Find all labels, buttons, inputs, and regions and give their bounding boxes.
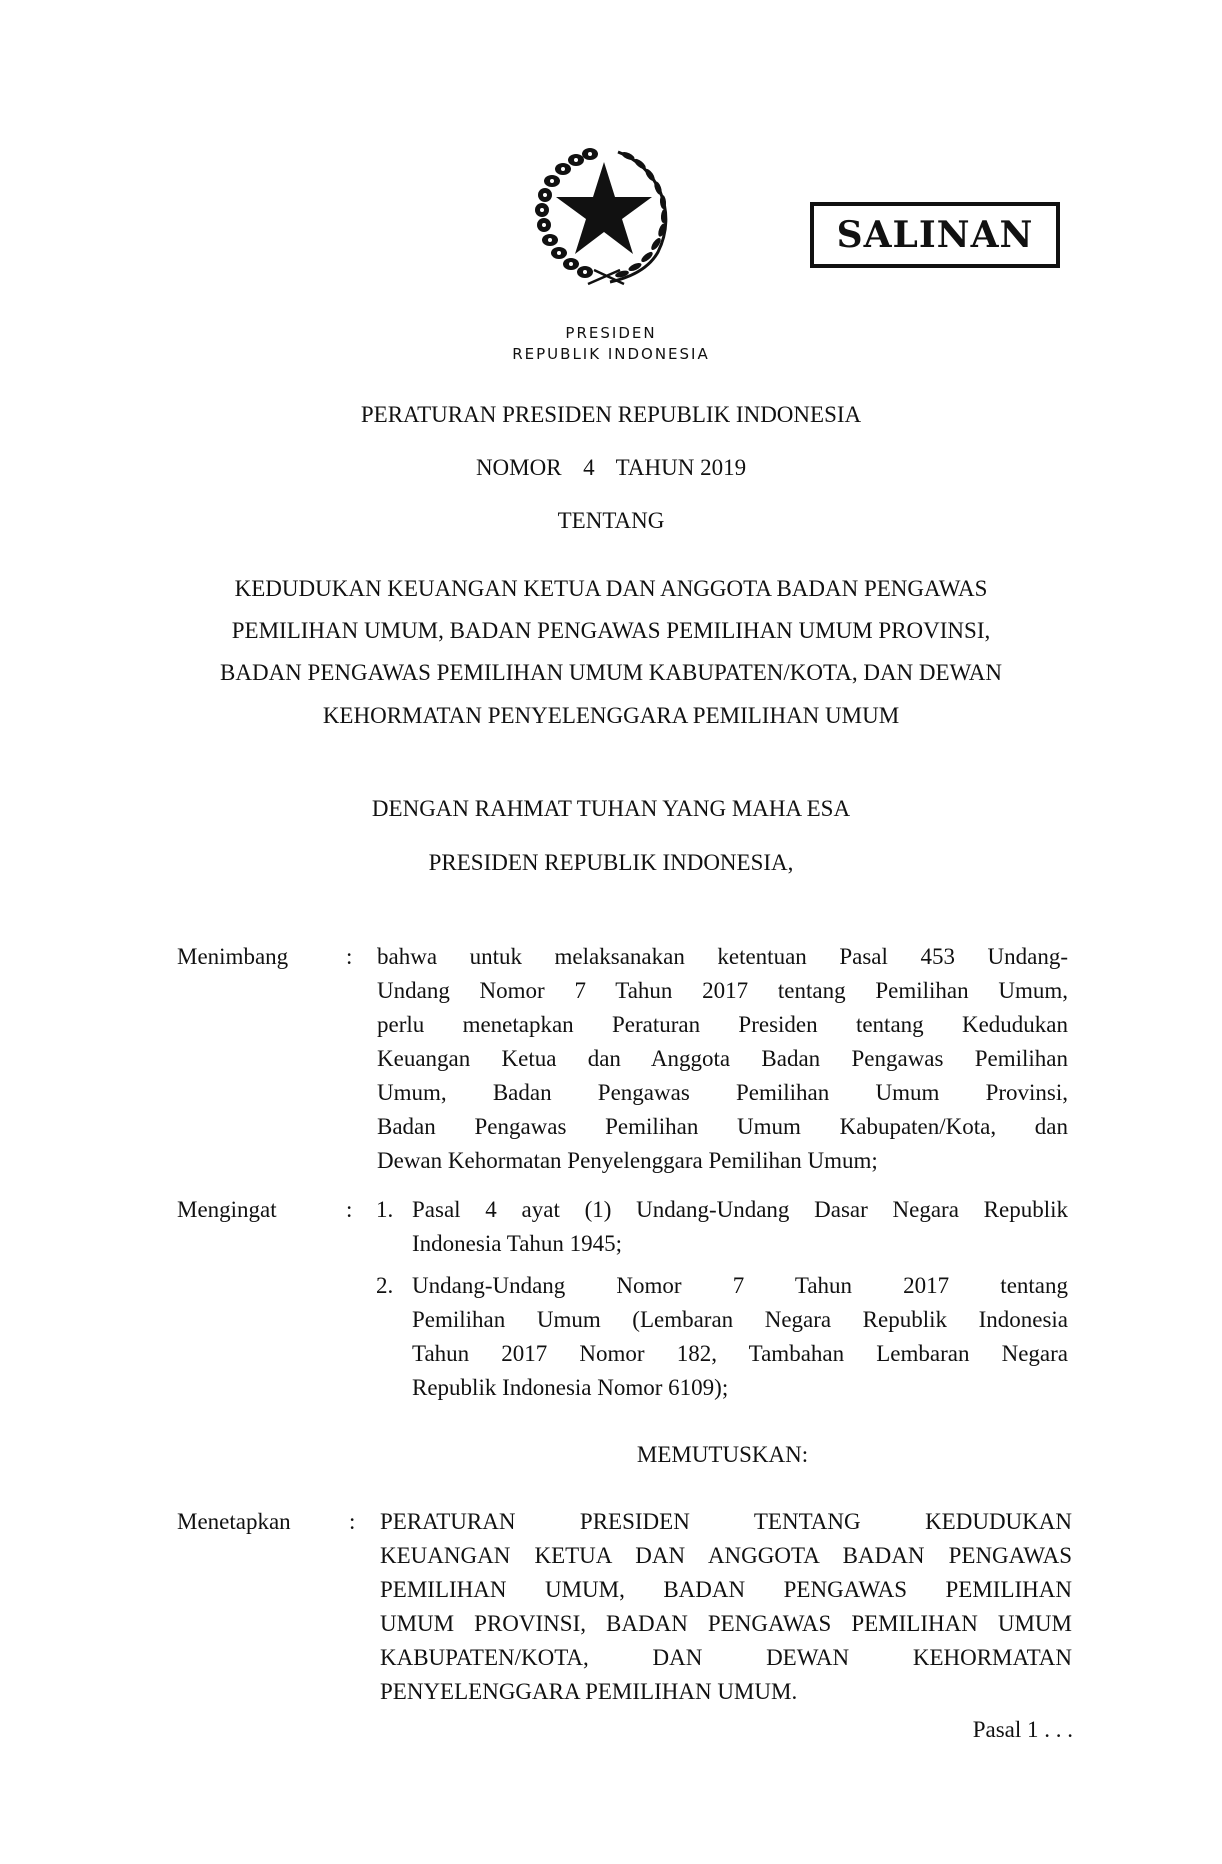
mengingat-item-line: Undang-Undang Nomor 7 Tahun 2017 tentang [412,1273,1068,1298]
institution-line-1: PRESIDEN [565,324,657,342]
menimbang-colon: : [346,944,353,969]
menetapkan-line: PERATURAN PRESIDEN TENTANG KEDUDUKAN [380,1509,1072,1534]
mengingat-item-line: Indonesia Tahun 1945; [412,1231,623,1256]
menimbang-line: Umum, Badan Pengawas Pemilihan Umum Provinsi, [377,1080,1068,1105]
list-number: 2. [376,1273,394,1298]
menimbang-line: Keuangan Ketua dan Anggota Badan Pengawas Pemilihan [377,1046,1068,1071]
about-heading: TENTANG [557,508,665,533]
mengingat-label: Mengingat [177,1197,277,1222]
menimbang-line: bahwa untuk melaksanakan ketentuan Pasal 453 Undang- [377,944,1068,969]
copy-stamp: SALINAN [810,202,1060,268]
invocation: DENGAN RAHMAT TUHAN YANG MAHA ESA [371,796,851,821]
decision-heading: MEMUTUSKAN: [636,1442,809,1467]
menimbang-label: Menimbang [177,944,289,969]
page-continuation: Pasal 1 . . . [972,1717,1073,1742]
subject-line: BADAN PENGAWAS PEMILIHAN UMUM KABUPATEN/KOTA, DAN DEWAN [220,660,1002,685]
mengingat-colon: : [346,1197,353,1222]
mengingat-item-line: Pemilihan Umum (Lembaran Negara Republik Indonesia [412,1307,1068,1332]
menimbang-line: Badan Pengawas Pemilihan Umum Kabupaten/Kota, dan [377,1114,1068,1139]
authority: PRESIDEN REPUBLIK INDONESIA, [428,850,794,875]
mengingat-item-line: Republik Indonesia Nomor 6109); [412,1375,729,1400]
mengingat-item-line: Pasal 4 ayat (1) Undang-Undang Dasar Negara Republik [412,1197,1068,1222]
institution-line-2: REPUBLIK INDONESIA [512,345,710,363]
menimbang-line: perlu menetapkan Peraturan Presiden tentang Kedudukan [377,1012,1068,1037]
subject-line: PEMILIHAN UMUM, BADAN PENGAWAS PEMILIHAN UMUM PROVINSI, [231,618,991,643]
document-title: PERATURAN PRESIDEN REPUBLIK INDONESIA [360,402,862,427]
mengingat-item-line: Tahun 2017 Nomor 182, Tambahan Lembaran Negara [412,1341,1068,1366]
menetapkan-line: PENYELENGGARA PEMILIHAN UMUM. [380,1679,798,1704]
number-value: 4 [583,455,595,480]
menetapkan-line: KEUANGAN KETUA DAN ANGGOTA BADAN PENGAWAS [380,1543,1072,1568]
year-label: TAHUN [615,455,695,480]
document-number [0,454,1222,482]
menetapkan-line: PEMILIHAN UMUM, BADAN PENGAWAS PEMILIHAN [380,1577,1072,1602]
list-number: 1. [376,1197,394,1222]
number-label: NOMOR [475,455,562,480]
subject-line: KEDUDUKAN KEUANGAN KETUA DAN ANGGOTA BADAN PENGAWAS [234,576,988,601]
menimbang-line: Dewan Kehormatan Penyelenggara Pemilihan Umum; [377,1148,878,1173]
menetapkan-line: UMUM PROVINSI, BADAN PENGAWAS PEMILIHAN UMUM [380,1611,1072,1636]
subject-line: KEHORMATAN PENYELENGGARA PEMILIHAN UMUM [322,703,900,728]
year-value: 2019 [700,455,747,480]
menetapkan-label: Menetapkan [177,1509,291,1534]
menetapkan-line: KABUPATEN/KOTA, DAN DEWAN KEHORMATAN [380,1645,1072,1670]
menetapkan-colon: : [349,1509,356,1534]
presidential-emblem-icon [528,142,682,288]
menimbang-line: Undang Nomor 7 Tahun 2017 tentang Pemilihan Umum, [377,978,1068,1003]
